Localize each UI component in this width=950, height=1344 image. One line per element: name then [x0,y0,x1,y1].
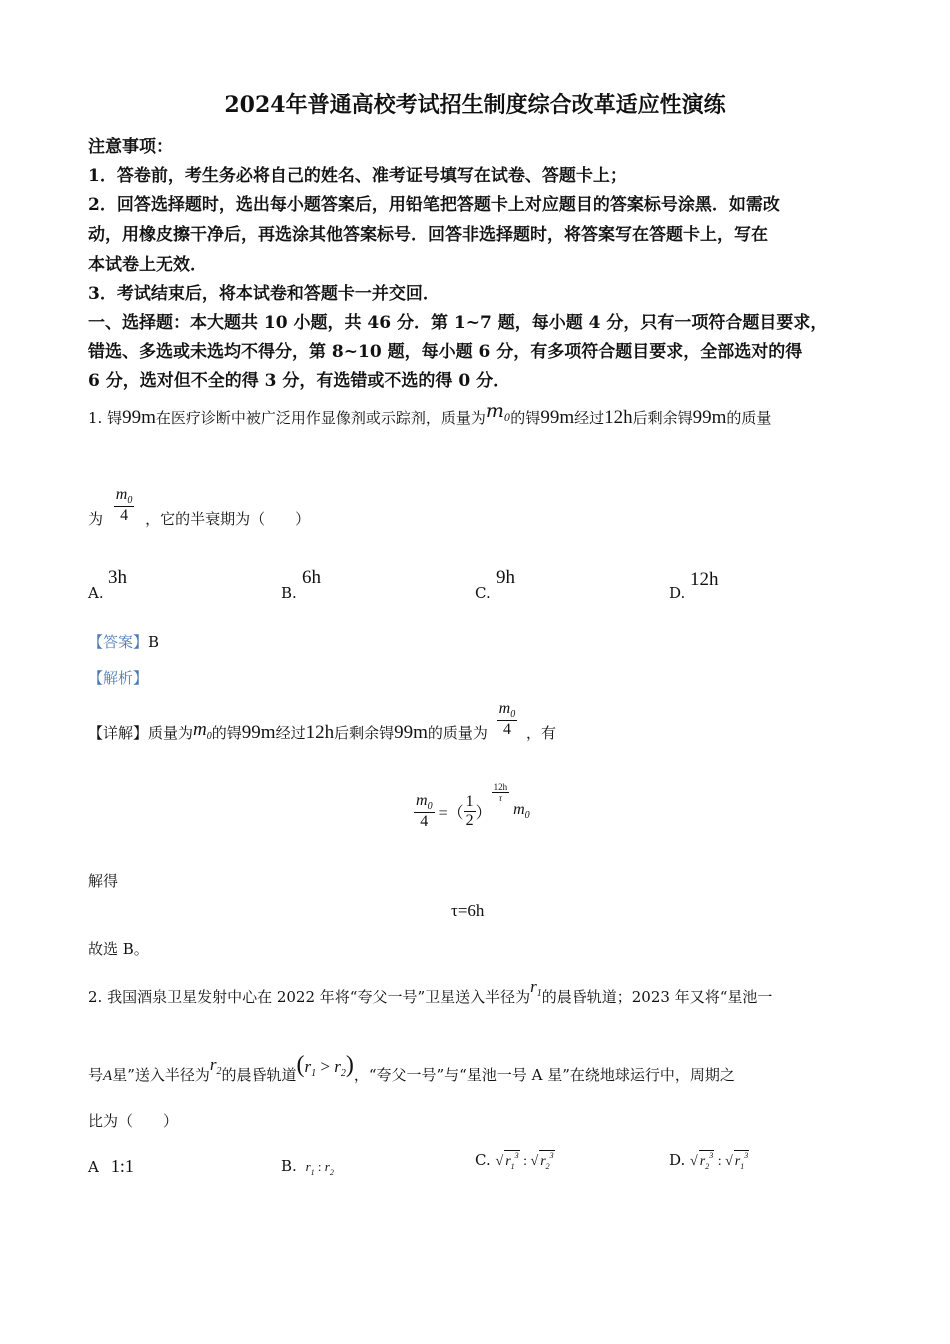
notice-heading: 注意事项： [88,137,173,157]
notice-item-2-line-3: 本试卷上无效． [88,255,207,275]
q2-option-c[interactable]: C. √ $r_1^3$ : √ $r_2^3$ [475,1151,554,1171]
question-1-stem-line-1: 1. 锝99m在医疗诊断中被广泛用作显像剂或示踪剂，质量为$m_0$的锝99m经过12h后剩余锝99m的质量 [88,400,772,428]
option-b-value: 6h [302,567,321,588]
decay-equation: $\frac{m_0}{4}$ =（ $\frac{1}{2}$ ） $\frac{12h}{\tau}$ $m_0$ [416,782,530,830]
q2-option-d[interactable]: D. √ $r_2^3$ : √ $r_1^3$ [669,1151,749,1171]
notice-item-1: 1．答卷前，考生务必将自己的姓名、准考证号填写在试卷、答题卡上； [88,166,627,186]
notice-item-2-line-1: 2．回答选择题时，选出每小题答案后，用铅笔把答题卡上对应题目的答案标号涂黑．如需改 [88,195,780,215]
question-1-stem-line-2: 为 $\frac{m_0}{4}$ ，它的半衰期为（ ） [88,486,311,528]
section-instruction-line-2: 错选、多选或未选均不得分，第 8~10 题，每小题 6 分，有多项符合题目要求，全部选对的得 [88,342,803,362]
tau-result: τ=6h [451,901,485,920]
question-2-stem-line-2: 号A星”送入半径为$r_2$的晨昏轨道$(r_1 > r_2)$，“夸父一号”与“星池一号 A 星”在绕地球运行中，周期之 [88,1052,735,1084]
option-a-value: 3h [108,567,127,588]
analysis-tag: 【解析】 [88,669,149,687]
fraction-m0-over-4: $\frac{m_0}{4}$ [498,700,516,738]
section-instruction-line-3: 6 分，选对但不全的得 3 分，有选错或不选的得 0 分． [88,371,511,391]
section-instruction-line-1: 一、选择题：本大题共 10 小题，共 46 分．第 1~7 题，每小题 4 分，只有一项符合题目要求， [88,313,828,333]
answer-tag: 【答案】 [88,633,149,651]
answer-value: B [148,633,160,651]
option-b[interactable]: B. [281,584,297,602]
page-title: 2024年普通高校考试招生制度综合改革适应性演练 [224,92,726,118]
question-2-stem-line-3: 比为（ ） [88,1112,179,1130]
answer-line [88,631,159,652]
option-d[interactable]: D. [669,584,686,602]
option-c-value: 9h [496,567,515,588]
conclusion: 故选 B。 [88,940,149,958]
option-c[interactable]: C. [475,584,491,602]
option-d-value: 12h [690,569,719,590]
question-2-stem-line-1: 2. 我国酒泉卫星发射中心在 2022 年将“夸父一号”卫星送入半径为$r_1$的晨昏轨道；2023 年又将“星池一 [88,977,773,1006]
notice-item-2-line-2: 动，用橡皮擦干净后，再选涂其他答案标号．回答非选择题时，将答案写在答题卡上，写在 [88,225,768,245]
q2-option-a[interactable]: A 1:1 [88,1156,134,1176]
fraction-m0-over-4: $\frac{m_0}{4}$ [115,486,133,524]
detail-line: 【详解】质量为$m_0$的锝99m经过12h后剩余锝99m的质量为 $\frac{m_0}{4}$ ，有 [88,700,557,743]
option-a[interactable]: A. [88,584,104,602]
solve-label: 解得 [88,872,119,890]
q2-option-b[interactable]: B. $r_1$ : $r_2$ [281,1157,334,1177]
notice-item-3: 3．考试结束后，将本试卷和答题卡一并交回． [88,284,440,304]
